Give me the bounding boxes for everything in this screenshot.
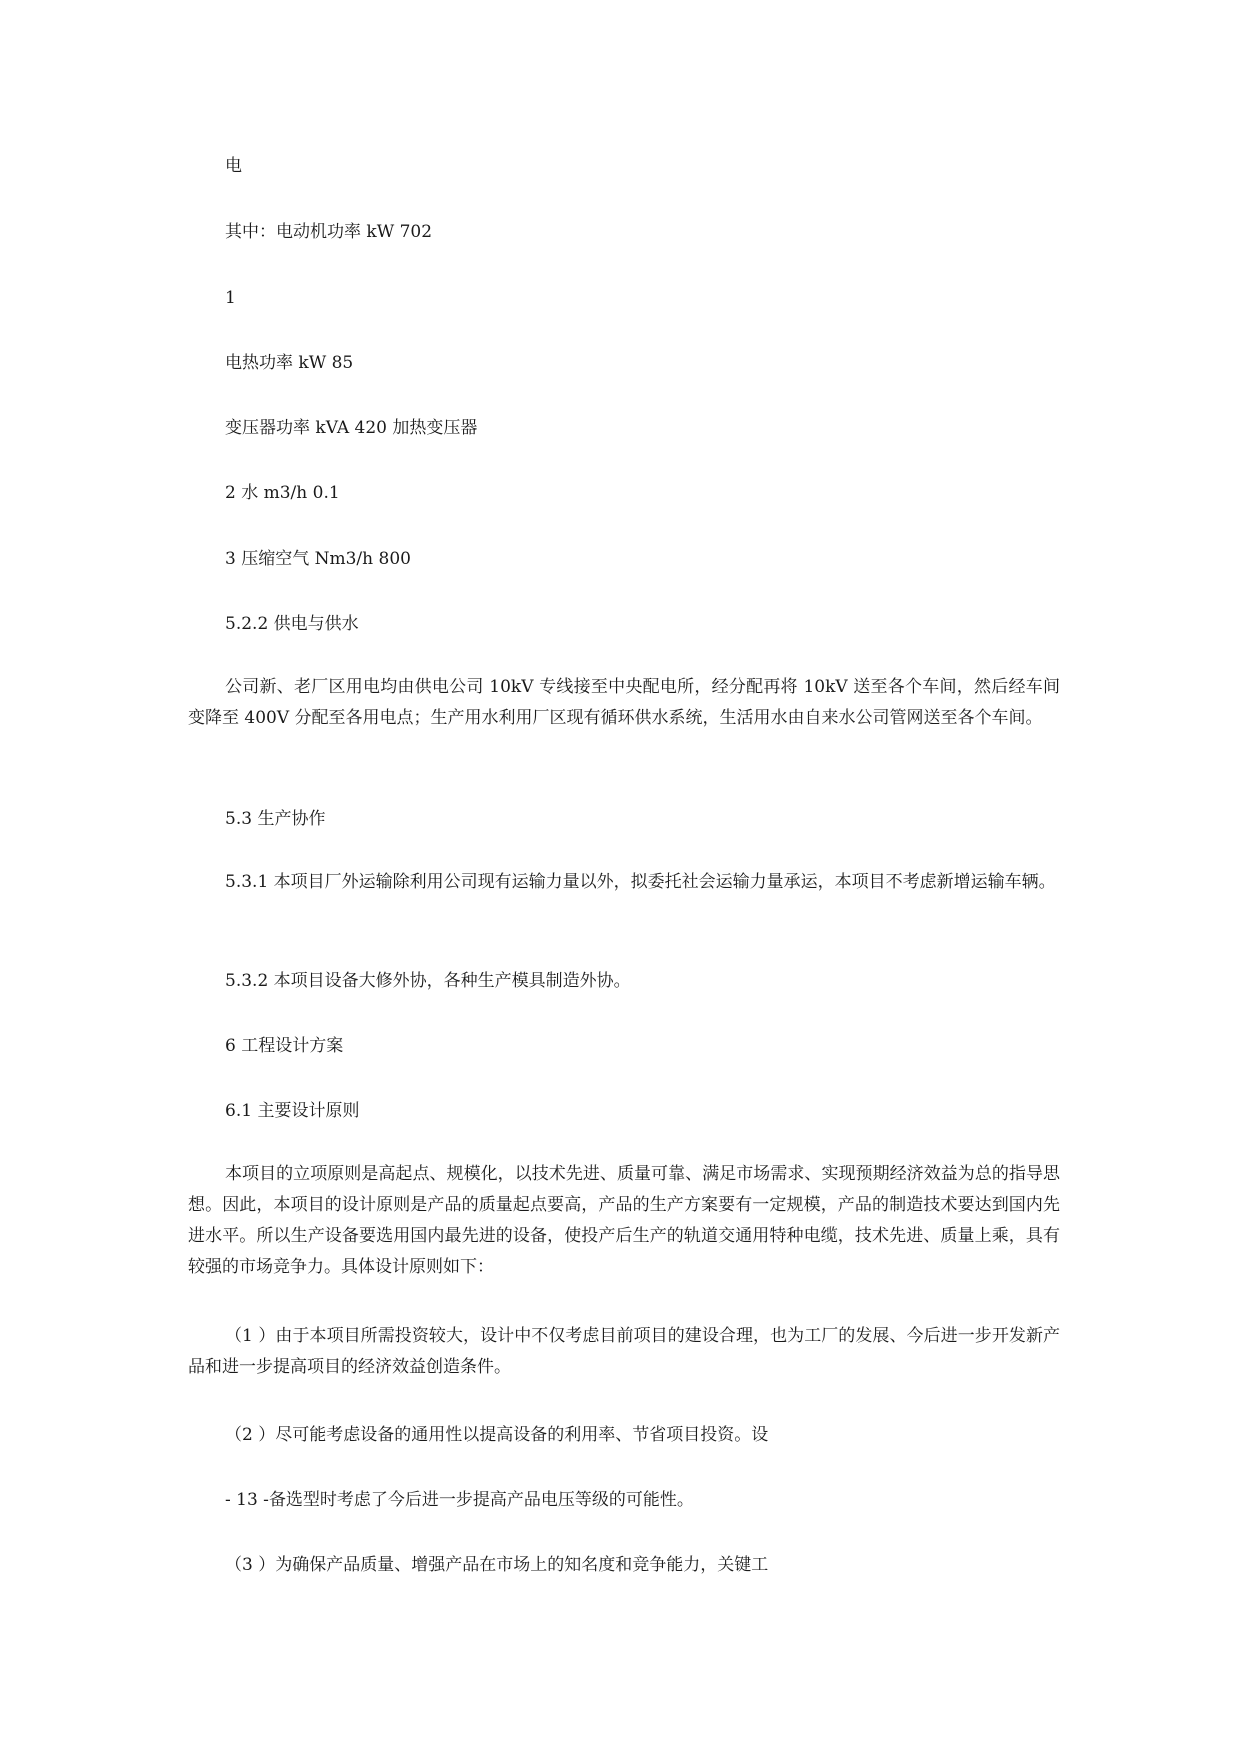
paragraph: 本项目的立项原则是高起点、规模化，以技术先进、质量可靠、满足市场需求、实现预期经济效益为总的指导思想。因此，本项目的设计原则是产品的质量起点要高，产品的生产方案要有一定规模，产品的制造技术要达到国内先进水平。所以生产设备要选用国内最先进的设备，使投产后生产的轨道交通用特种电缆，技术先进、质量上乘，具有较强的市场竞争力。具体设计原则如下：: [188, 1164, 1060, 1277]
text-line: 3 压缩空气 Nm3/h 800: [225, 549, 411, 569]
text-line: 5.3.2 本项目设备大修外协，各种生产模具制造外协。: [225, 971, 631, 991]
page-number: - 13 -: [225, 1490, 269, 1510]
text-line: 其中：电动机功率 kW 702: [225, 222, 433, 242]
paragraph: （1 ）由于本项目所需投资较大，设计中不仅考虑目前项目的建设合理，也为工厂的发展、今后进一步开发新产品和进一步提高项目的经济效益创造条件。: [188, 1326, 1060, 1377]
section-heading: 5.3 生产协作: [225, 809, 326, 829]
section-heading: 6.1 主要设计原则: [225, 1101, 360, 1121]
section-heading: 5.2.2 供电与供水: [225, 614, 359, 634]
text-line: 变压器功率 kVA 420 加热变压器: [225, 418, 478, 438]
text-line: （2 ）尽可能考虑设备的通用性以提高设备的利用率、节省项目投资。设: [225, 1425, 769, 1445]
text-line: 电: [225, 156, 242, 176]
text-line: 电热功率 kW 85: [225, 353, 354, 373]
text-line: 1: [225, 288, 236, 308]
text-line: 2 水 m3/h 0.1: [225, 483, 340, 503]
section-heading: 6 工程设计方案: [225, 1036, 344, 1056]
paragraph: 公司新、老厂区用电均由供电公司 10kV 专线接至中央配电所，经分配再将 10kV 送至各个车间，然后经车间变降至 400V 分配至各用电点；生产用水利用厂区现有循环供水系统，生活用水由自来水公司管网送至各个车间。: [188, 677, 1060, 728]
text-line: 备选型时考虑了今后进一步提高产品电压等级的可能性。: [268, 1490, 694, 1510]
page-footer-line: [225, 1490, 694, 1510]
text-line: （3 ）为确保产品质量、增强产品在市场上的知名度和竞争能力，关键工: [225, 1555, 769, 1575]
paragraph: 5.3.1 本项目厂外运输除利用公司现有运输力量以外，拟委托社会运输力量承运，本项目不考虑新增运输车辆。: [225, 872, 1056, 892]
